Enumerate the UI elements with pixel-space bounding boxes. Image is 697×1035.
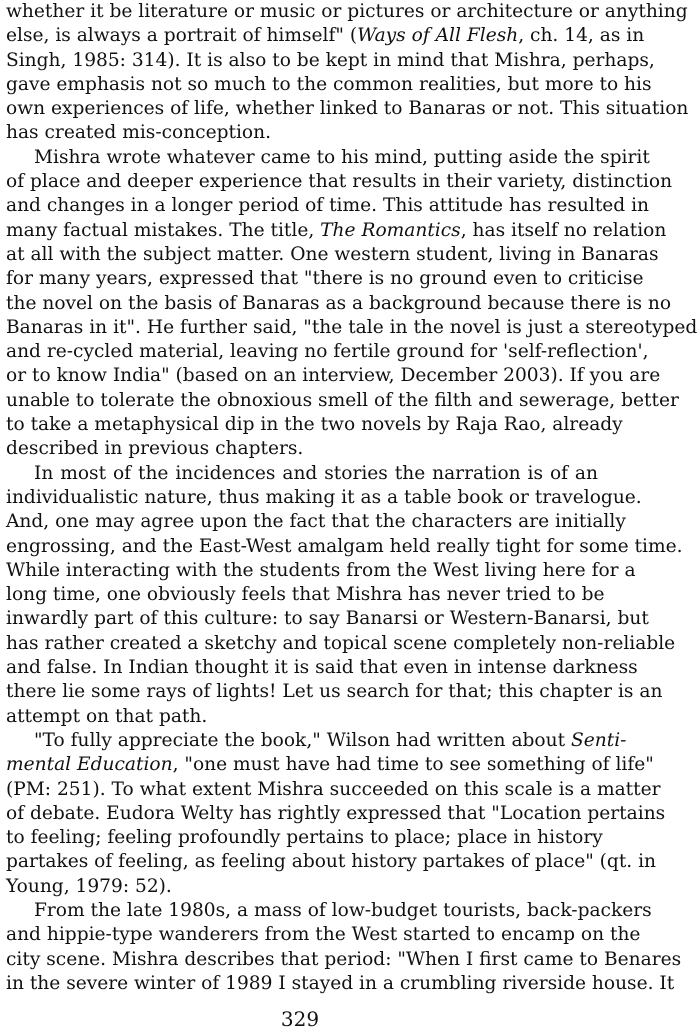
text-line: long time, one obviously feels that Mishra has never tried to be: [6, 584, 605, 606]
text-line: else, is always a portrait of himself" (Ways of All Flesh, ch. 14, as in: [6, 25, 645, 47]
page-number: 329: [280, 1007, 320, 1031]
text-line: While interacting with the students from the West living here for a: [6, 559, 636, 581]
text-line: of place and deeper experience that results in their variety, distinction: [6, 171, 673, 193]
paragraph: [6, 0, 689, 146]
text-line: unable to tolerate the obnoxious smell of the filth and sewerage, better: [6, 389, 679, 411]
text-line: In most of the incidences and stories the narration is of an: [34, 462, 598, 484]
text-line: gave emphasis not so much to the common realities, but more to his: [6, 73, 652, 95]
text-line: partakes of feeling, as feeling about history partakes of place" (qt. in: [6, 851, 657, 873]
text-line: From the late 1980s, a mass of low-budget tourists, back-packers: [34, 899, 652, 921]
text-line: Young, 1979: 52).: [6, 875, 172, 897]
text-line: (PM: 251). To what extent Mishra succeeded on this scale is a matter: [6, 778, 661, 800]
paragraph: [6, 899, 682, 996]
text-line: many factual mistakes. The title, The Romantics, has itself no relation: [6, 219, 667, 241]
text-line: to take a metaphysical dip in the two novels by Raja Rao, already: [6, 414, 623, 436]
text-line: own experiences of life, whether linked to Banaras or not. This situation: [6, 98, 689, 120]
text-line: to feeling; feeling profoundly pertains to place; place in history: [6, 827, 603, 849]
paragraph: [6, 729, 666, 899]
text-line: Mishra wrote whatever came to his mind, putting aside the spirit: [34, 146, 650, 168]
text-line: in the severe winter of 1989 I stayed in a crumbling riverside house. It: [6, 972, 675, 994]
text-line: or to know India" (based on an interview, December 2003). If you are: [6, 365, 661, 387]
text-line: inwardly part of this culture: to say Banarsi or Western-Banarsi, but: [6, 608, 649, 630]
text-line: "To fully appreciate the book," Wilson had written about Senti-: [34, 729, 627, 751]
text-line: mental Education, "one must have had time to see something of life": [6, 754, 654, 776]
text-line: at all with the subject matter. One western student, living in Banaras: [6, 243, 659, 265]
text-line: for many years, expressed that "there is no ground even to criticise: [6, 268, 644, 290]
text-line: and false. In Indian thought it is said that even in intense darkness: [6, 657, 638, 679]
text-line: Banaras in it". He further said, "the tale in the novel is just a stereotyped: [6, 316, 697, 338]
text-line: whether it be literature or music or pictures or architecture or anything: [6, 1, 688, 22]
text-line: the novel on the basis of Banaras as a background because there is no: [6, 292, 672, 314]
text-line: of debate. Eudora Welty has rightly expressed that "Location pertains: [6, 802, 666, 824]
text-line: and changes in a longer period of time. This attitude has resulted in: [6, 195, 650, 217]
text-line: engrossing, and the East-West amalgam held really tight for some time.: [6, 535, 683, 557]
text-line: has rather created a sketchy and topical scene completely non-reliable: [6, 632, 676, 654]
text-line: there lie some rays of lights! Let us search for that; this chapter is an: [6, 681, 663, 703]
text-line: and hippie-type wanderers from the West started to encamp on the: [6, 924, 641, 946]
text-line: has created mis-conception.: [6, 122, 271, 144]
text-line: described in previous chapters.: [6, 438, 304, 460]
text-line: individualistic nature, thus making it as a table book or travelogue.: [6, 486, 642, 508]
text-line: city scene. Mishra describes that period: "When I first came to Benares: [6, 948, 682, 970]
paragraph: [6, 146, 697, 462]
body-text: [6, 0, 697, 996]
paragraph: [6, 462, 683, 729]
text-line: Singh, 1985: 314). It is also to be kept in mind that Mishra, perhaps,: [6, 49, 655, 71]
text-line: attempt on that path.: [6, 705, 208, 727]
text-line: And, one may agree upon the fact that the characters are initially: [6, 511, 626, 533]
text-line: and re-cycled material, leaving no fertile ground for 'self-reflection',: [6, 341, 649, 363]
